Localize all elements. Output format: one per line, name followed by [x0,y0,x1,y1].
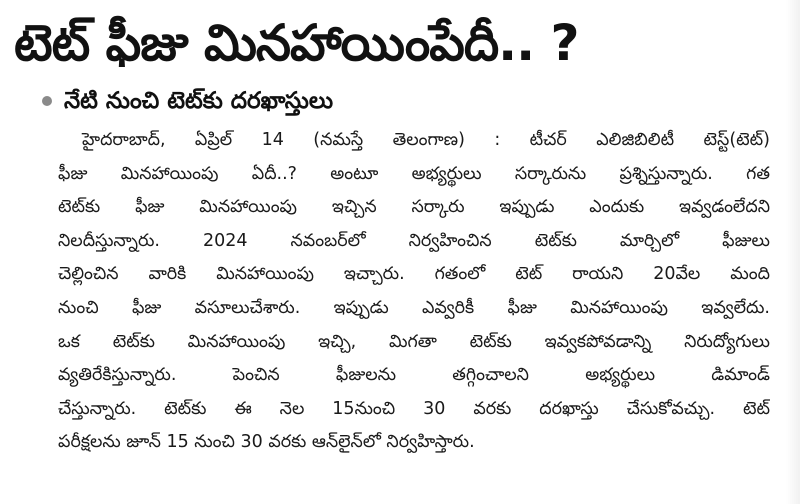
body-line: చెల్లించిన వారికి మినహాయింపు ఇచ్చారు. గతంలో టెట్ రాయని 20వేల మంది [58,264,770,285]
body-line: పరీక్షలను జూన్ 15 నుంచి 30 వరకు ఆన్‌లైన్‌లో నిర్వహిస్తారు. [58,432,475,453]
body-line: నుంచి ఫీజు వసూలుచేశారు. ఇప్పుడు ఎవ్వరికీ ఫీజు మినహాయింపు ఇవ్వలేదు. [58,297,770,318]
body-line: చేస్తున్నారు. టెట్‌కు ఈ నెల 15నుంచి 30 వరకు దరఖాస్తు చేసుకోవచ్చు. టెట్ [58,398,770,419]
bullet-dot-icon [42,96,52,106]
body-line: టెట్‌కు ఫీజు మినహాయింపు ఇచ్చిన సర్కారు ఇప్పుడు ఎందుకు ఇవ్వడంలేదని [58,197,770,218]
body-line: ఫీజు మినహాయింపు ఏదీ..? అంటూ అభ్యర్థులు సర్కారును ప్రశ్నిస్తున్నారు. గత [58,163,770,184]
article-headline: టెట్ ఫీజు మినహాయింపేదీ.. ? [14,14,579,72]
body-line: నిలదీస్తున్నారు. 2024 నవంబర్‌లో నిర్వహించిన టెట్‌కు మార్చిలో ఫీజులు [58,230,770,251]
scan-edge-shadow [786,0,800,504]
article-subheadline [42,86,333,116]
article-body [58,124,770,460]
body-line: ఒక టెట్‌కు మినహాయింపు ఇచ్చి, మిగతా టెట్‌కు ఇవ్వకపోవడాన్ని నిరుద్యోగులు [58,331,770,352]
body-line: హైదరాబాద్, ఏప్రిల్ 14 (నమస్తే తెలంగాణ) : టీచర్ ఎలిజిబిలిటీ టెస్ట్(టెట్) [82,130,770,150]
subheadline-text: నేటి నుంచి టెట్‌కు దరఖాస్తులు [64,88,334,114]
body-line: వ్యతిరేకిస్తున్నారు. పెంచిన ఫీజులను తగ్గించాలని అభ్యర్థులు డిమాండ్ [58,365,770,386]
